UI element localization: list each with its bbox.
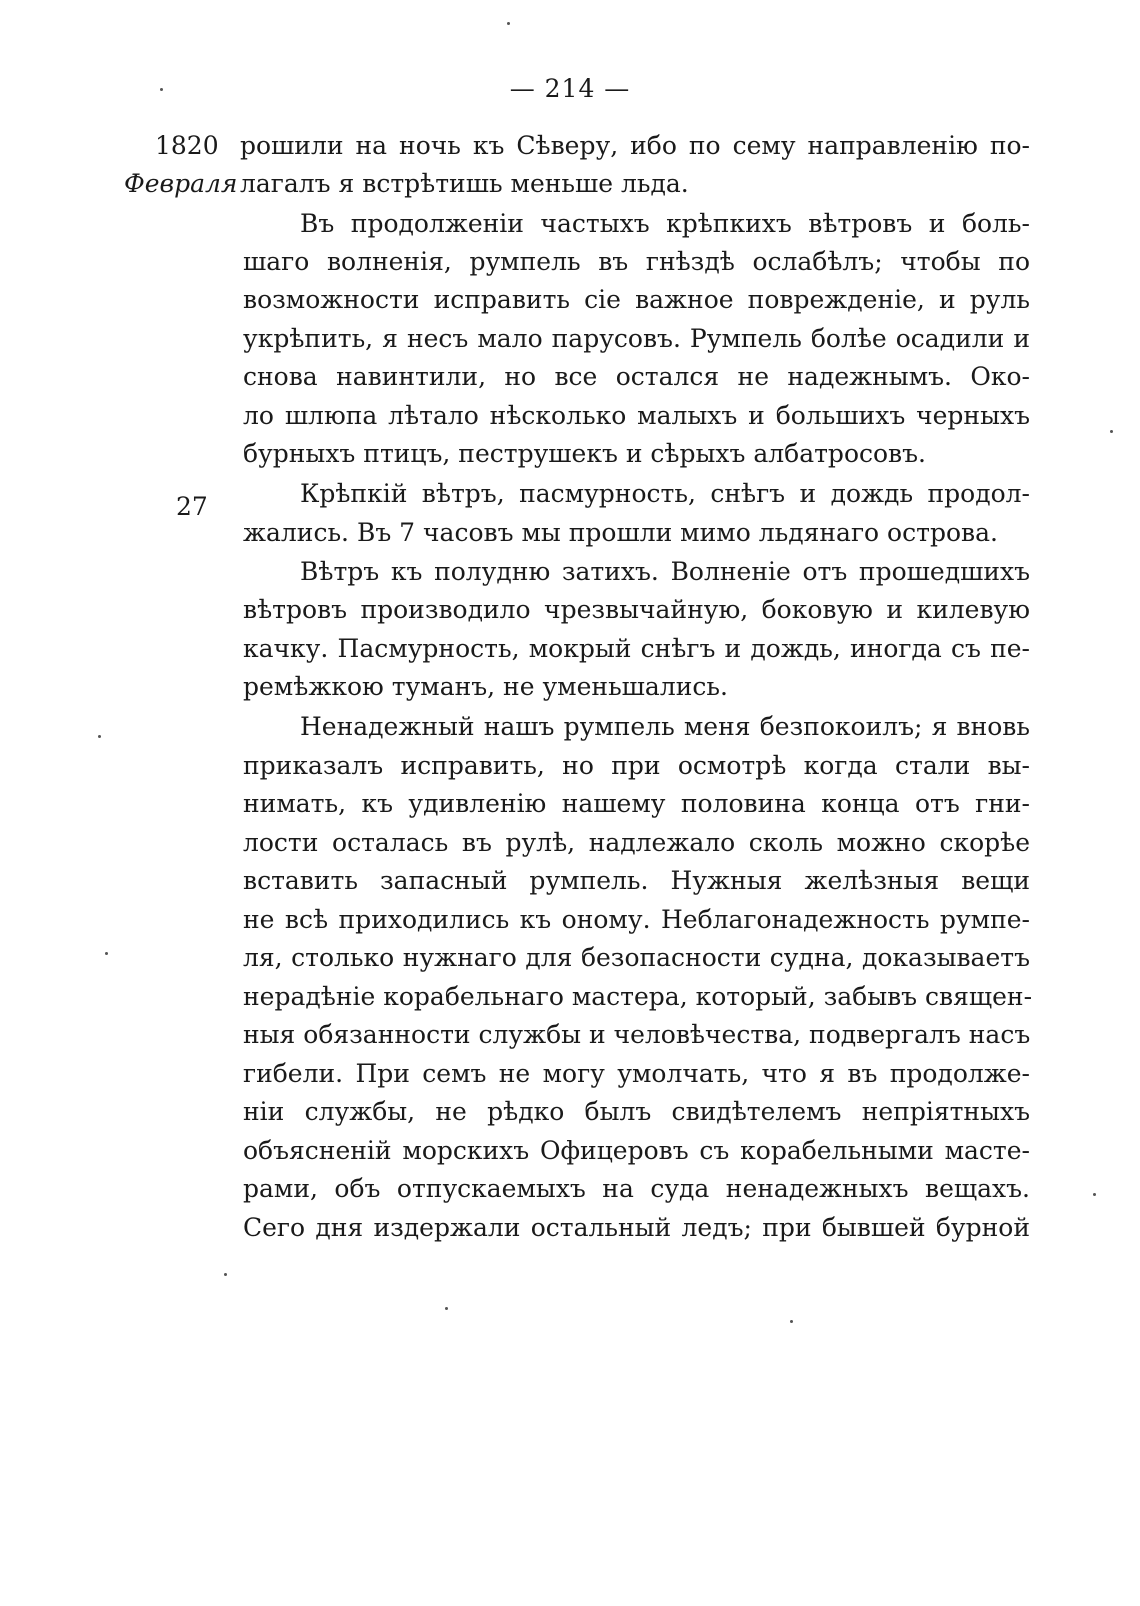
scan-speck — [224, 1273, 227, 1276]
margin-note-month: Февраля — [124, 169, 238, 198]
scan-speck — [507, 22, 510, 25]
text-line: жались. Въ 7 часовъ мы прошли мимо льдянаго острова. — [243, 518, 998, 547]
text-line: нерадѣніе корабельнаго мастера, который, забывъ священ- — [243, 982, 1033, 1011]
text-line: ло шлюпа лѣтало нѣсколько малыхъ и большихъ черныхъ — [243, 401, 1030, 430]
text-line: лости осталась въ рулѣ, надлежало сколь можно скорѣе — [243, 828, 1030, 857]
scan-speck — [1093, 1193, 1096, 1196]
text-line: гибели. При семъ не могу умолчать, что я въ продолже- — [243, 1059, 1030, 1088]
text-line: снова навинтили, но все остался не надежнымъ. Око- — [243, 362, 1030, 391]
text-line: шаго волненія, румпель въ гнѣздѣ ослабѣлъ; чтобы по — [243, 247, 1030, 276]
text-line: не всѣ приходились къ оному. Неблагонадежность румпе- — [243, 905, 1030, 934]
margin-note-year: 1820 — [155, 131, 219, 160]
text-line: укрѣпить, я несъ мало парусовъ. Румпель болѣе осадили и — [243, 324, 1030, 353]
scan-speck — [105, 952, 108, 955]
text-line: ныя обязанности службы и человѣчества, подвергалъ насъ — [243, 1020, 1031, 1049]
scan-speck — [98, 735, 101, 738]
scan-speck — [1110, 430, 1113, 433]
text-line: ніи службы, не рѣдко былъ свидѣтелемъ непріятныхъ — [243, 1097, 1030, 1126]
text-line: нимать, къ удивленію нашему половина конца отъ гни- — [243, 789, 1030, 818]
text-line: вѣтровъ производило чрезвычайную, боковую и килевую — [243, 595, 1030, 624]
text-line: ля, столько нужнаго для безопасности судна, доказываетъ — [243, 943, 1030, 972]
text-line: возможности исправить сіе важное поврежденіе, и руль — [243, 285, 1030, 314]
text-line: вставить запасный румпель. Нужныя желѣзныя вещи — [243, 866, 1030, 895]
text-line: Ненадежный нашъ румпель меня безпокоилъ; я вновь — [300, 712, 1030, 741]
text-line: Въ продолженіи частыхъ крѣпкихъ вѣтровъ и боль- — [300, 209, 1030, 238]
text-line: Сего дня издержали остальный ледъ; при бывшей бурной — [243, 1213, 1030, 1242]
scan-speck — [445, 1307, 448, 1310]
text-line: бурныхъ птицъ, пеструшекъ и сѣрыхъ албатросовъ. — [243, 439, 926, 468]
text-line: Крѣпкій вѣтръ, пасмурность, снѣгъ и дождь продол- — [300, 479, 1030, 508]
text-line: лагалъ я встрѣтишь меньше льда. — [240, 169, 689, 198]
text-line: Вѣтръ къ полудню затихъ. Волненіе отъ прошедшихъ — [300, 557, 1030, 586]
text-line: рошили на ночь къ Сѣверу, ибо по сему направленію по- — [240, 131, 1030, 160]
text-line: ремѣжкою туманъ, не уменьшались. — [243, 672, 728, 701]
text-line: объясненій морскихъ Офицеровъ съ корабельными масте- — [243, 1136, 1030, 1165]
margin-note-day: 27 — [176, 492, 208, 521]
scan-speck — [790, 1320, 793, 1323]
page-number: — 214 — — [509, 74, 631, 103]
scan-speck — [160, 88, 163, 91]
text-line: рами, объ отпускаемыхъ на суда ненадежныхъ вещахъ. — [243, 1174, 1030, 1203]
text-line: качку. Пасмурность, мокрый снѣгъ и дождь, иногда съ пе- — [243, 634, 1030, 663]
text-line: приказалъ исправить, но при осмотрѣ когда стали вы- — [243, 751, 1030, 780]
